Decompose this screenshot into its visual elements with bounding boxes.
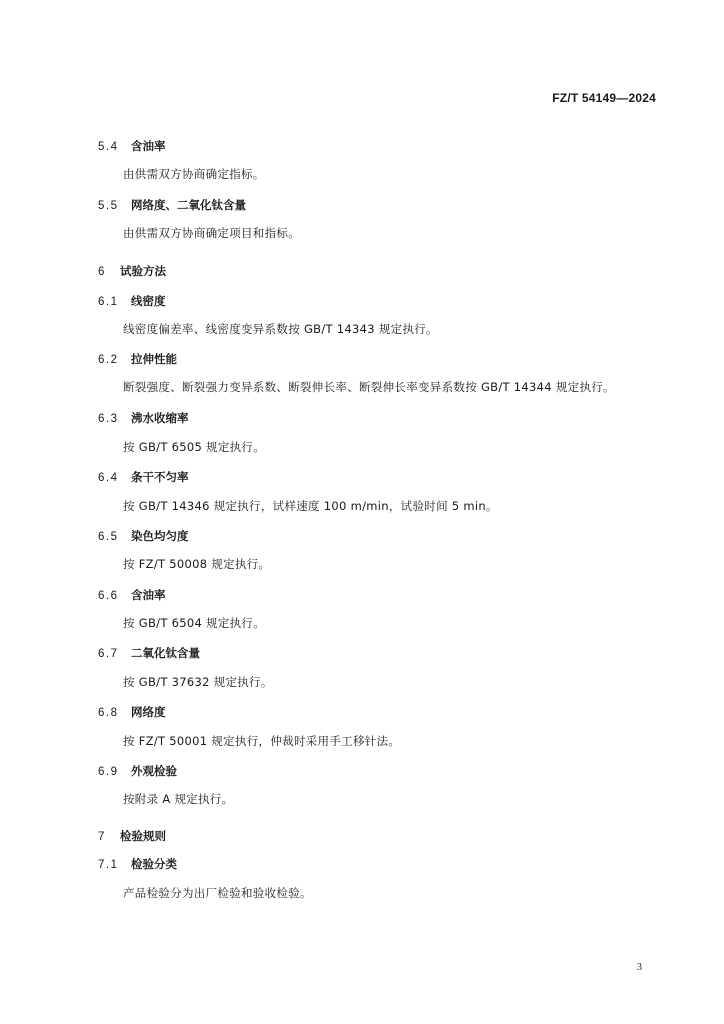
chapter-number: 6: [98, 266, 106, 278]
section-number: 6.6: [98, 590, 119, 602]
page-number: 3: [637, 962, 642, 973]
section-title: 含油率: [131, 139, 166, 153]
section-title: 检验分类: [131, 857, 177, 871]
paragraph: 按 GB/T 6504 规定执行。: [123, 616, 266, 630]
section-title: 染色均匀度: [131, 529, 189, 543]
section-number: 6.9: [98, 766, 119, 778]
paragraph: 按 GB/T 6505 规定执行。: [123, 440, 266, 454]
paragraph: 按 GB/T 37632 规定执行。: [123, 675, 273, 689]
section-title: 线密度: [131, 294, 166, 308]
section-title: 条干不匀率: [131, 470, 189, 484]
section-heading-5-4: [98, 138, 166, 154]
chapter-number: 7: [98, 831, 106, 843]
paragraph: 断裂强度、断裂强力变异系数、断裂伸长率、断裂伸长率变异系数按 GB/T 14344 规定执行。: [123, 380, 615, 394]
section-heading-5-5: [98, 197, 246, 213]
section-title: 拉伸性能: [131, 352, 177, 366]
section-number: 6.3: [98, 413, 119, 425]
paragraph: 线密度偏差率、线密度变异系数按 GB/T 14343 规定执行。: [123, 322, 438, 336]
section-heading-6-9: [98, 763, 177, 779]
paragraph: 由供需双方协商确定项目和指标。: [123, 226, 300, 240]
section-title: 二氧化钛含量: [131, 646, 200, 660]
section-number: 5.4: [98, 141, 119, 153]
standard-number: FZ/T 54149—2024: [552, 91, 656, 105]
section-heading-6-5: [98, 528, 189, 544]
section-number: 7.1: [98, 859, 119, 871]
section-title: 网络度、二氧化钛含量: [131, 198, 246, 212]
section-heading-6-1: [98, 293, 166, 309]
section-number: 6.7: [98, 648, 119, 660]
section-heading-6-6: [98, 587, 166, 603]
section-number: 6.4: [98, 472, 119, 484]
section-heading-6-2: [98, 351, 177, 367]
chapter-heading-6: [98, 263, 166, 279]
section-title: 沸水收缩率: [131, 411, 189, 425]
section-heading-6-8: [98, 704, 166, 720]
chapter-heading-7: [98, 828, 166, 844]
paragraph: 按 FZ/T 50008 规定执行。: [123, 557, 271, 571]
section-title: 外观检验: [131, 764, 177, 778]
section-heading-6-7: [98, 645, 200, 661]
section-number: 6.8: [98, 707, 119, 719]
section-heading-6-3: [98, 410, 189, 426]
section-number: 6.2: [98, 354, 119, 366]
section-title: 网络度: [131, 705, 166, 719]
chapter-title: 检验规则: [120, 829, 166, 843]
paragraph: 按附录 A 规定执行。: [123, 792, 234, 806]
section-title: 含油率: [131, 588, 166, 602]
paragraph: 产品检验分为出厂检验和验收检验。: [123, 886, 312, 900]
paragraph: 由供需双方协商确定指标。: [123, 167, 265, 181]
section-number: 6.1: [98, 296, 119, 308]
paragraph: 按 FZ/T 50001 规定执行，仲裁时采用手工移针法。: [123, 734, 401, 748]
section-number: 5.5: [98, 200, 119, 212]
section-number: 6.5: [98, 531, 119, 543]
section-heading-7-1: [98, 856, 177, 872]
paragraph: 按 GB/T 14346 规定执行，试样速度 100 m/min，试验时间 5 min。: [123, 499, 498, 513]
section-heading-6-4: [98, 469, 189, 485]
chapter-title: 试验方法: [120, 264, 166, 278]
